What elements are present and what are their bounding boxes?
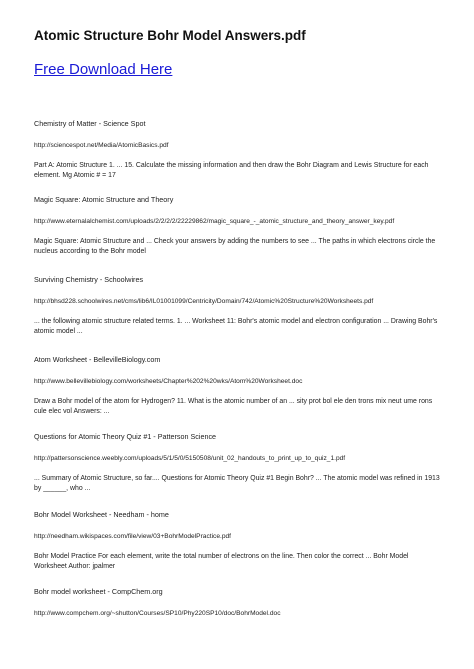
result-url[interactable]: http://bhsd228.schoolwires.net/cms/lib6/IL01001099/Centricity/Domain/742/Atomic%20Structure%20Worksheets.pdf <box>34 298 374 305</box>
result-title[interactable]: Magic Square: Atomic Structure and Theory <box>34 195 174 204</box>
result-item <box>34 275 440 355</box>
result-url[interactable]: http://www.eternalalchemist.com/uploads/2/2/2/2/22229862/magic_square_-_atomic_structure_and_theory_answer_key.pdf <box>34 218 395 225</box>
result-title[interactable]: Bohr Model Worksheet - Needham - home <box>34 510 169 519</box>
result-snippet: Draw a Bohr model of the atom for Hydrogen? 11. What is the atomic number of an ... sity prot bol ele den trons mix neut ume rons cule elec vol Answers: ... <box>34 398 433 415</box>
result-item <box>34 119 440 195</box>
result-snippet: ... the following atomic structure related terms. 1. ... Worksheet 11: Bohr's atomic model and electron configuration ... Drawing Bohr's atomic model ... <box>34 318 438 335</box>
result-title[interactable]: Questions for Atomic Theory Quiz #1 - Patterson Science <box>34 432 217 441</box>
result-title[interactable]: Atom Worksheet - BellevilleBiology.com <box>34 355 161 364</box>
result-url[interactable]: http://pattersonscience.weebly.com/uploads/5/1/5/0/5150508/unit_02_handouts_to_print_up_to_quiz_1.pdf <box>34 455 346 462</box>
result-snippet: Bohr Model Practice For each element, write the total number of electrons on the line. Then color the correct ... Bohr Model Worksheet Author: jpalmer <box>34 553 409 570</box>
result-item <box>34 432 440 510</box>
result-title[interactable]: Surviving Chemistry - Schoolwires <box>34 275 144 284</box>
result-url[interactable]: http://sciencespot.net/Media/AtomicBasics.pdf <box>34 142 169 149</box>
result-item <box>34 355 440 432</box>
result-snippet: ... Summary of Atomic Structure, so far.... Questions for Atomic Theory Quiz #1 Begin Bohr? ... The atomic model was refined in 1913 by ______, who ... <box>34 475 440 492</box>
result-title[interactable]: Chemistry of Matter - Science Spot <box>34 119 146 128</box>
result-snippet: Part A: Atomic Structure 1. ... 15. Calculate the missing information and then draw the Bohr Diagram and Lewis Structure for each element. Mg Atomic # = 17 <box>34 162 429 179</box>
document-title: Atomic Structure Bohr Model Answers.pdf <box>34 28 306 43</box>
result-url[interactable]: http://needham.wikispaces.com/file/view/03+BohrModelPractice.pdf <box>34 533 231 540</box>
free-download-link[interactable]: Free Download Here <box>34 61 173 78</box>
result-title[interactable]: Bohr model worksheet - CompChem.org <box>34 587 163 596</box>
search-results <box>34 119 440 618</box>
result-url[interactable]: http://www.bellevillebiology.com/worksheets/Chapter%202%20wks/Atom%20Worksheet.doc <box>34 378 303 385</box>
result-item <box>34 587 440 618</box>
result-snippet: Magic Square: Atomic Structure and ... Check your answers by adding the numbers to see ... The paths in which electrons circle the nucleus according to the Bohr model <box>34 238 436 255</box>
result-item <box>34 510 440 587</box>
result-item <box>34 195 440 275</box>
result-url[interactable]: http://www.compchem.org/~shutton/Courses/SP10/Phy220SP10/doc/BohrModel.doc <box>34 610 281 617</box>
